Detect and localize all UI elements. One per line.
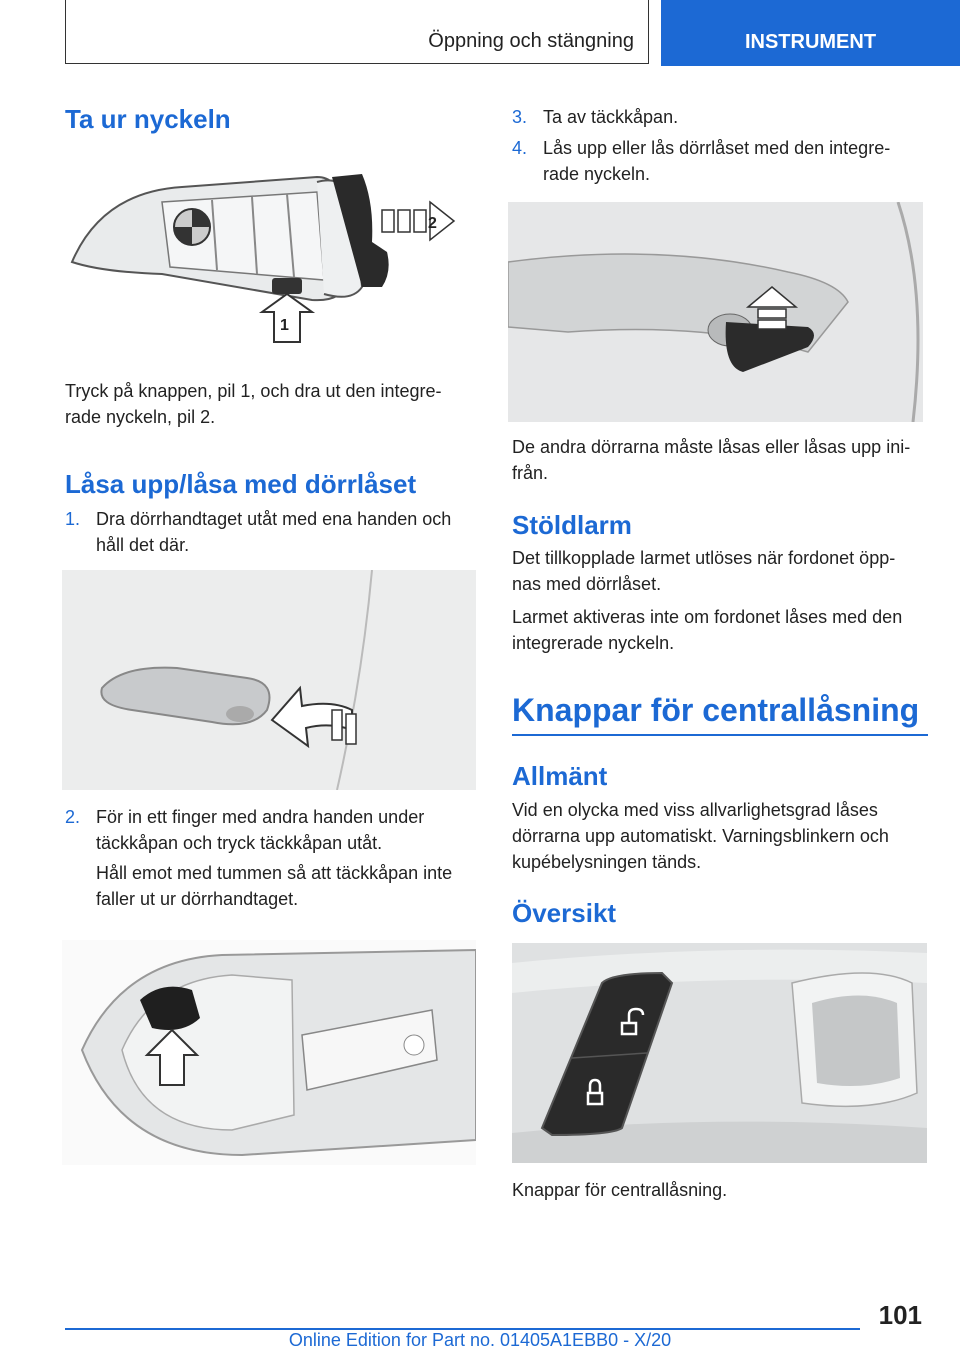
heading-remove-key: Ta ur nyckeln	[65, 104, 231, 134]
step-1-number: 1.	[65, 509, 81, 529]
alarm-text: Det tillkopplade larmet utlöses när fordonet öpp- nas med dörrlåset.	[512, 548, 896, 594]
step-2-number: 2.	[65, 807, 81, 827]
header-box	[65, 0, 649, 64]
overview-caption: Knappar för centrallåsning.	[512, 1180, 728, 1200]
step-4	[512, 135, 932, 195]
heading-general: Allmänt	[512, 761, 608, 791]
chapter-label: INSTRUMENT	[744, 31, 877, 53]
step-2-note: Håll emot med tummen så att täckkåpan inte faller ut ur dörrhandtaget.	[96, 863, 453, 909]
step-3-number: 3.	[512, 107, 528, 127]
section-title: Öppning och stängning	[428, 30, 634, 52]
step-2	[65, 804, 475, 864]
general-text: Vid en olycka med viss allvarlighetsgrad låses dörrarna upp automatiskt. Varningsblinkern och kupébelysningen tänds.	[512, 800, 889, 872]
cover-cap-illustration	[62, 940, 476, 1165]
heading-unlock-lock: Låsa upp/låsa med dörrlåset	[65, 469, 417, 499]
central-lock-buttons-illustration	[512, 943, 927, 1163]
arrow-label-2: 2	[428, 215, 437, 232]
key-illustration	[62, 162, 476, 372]
page-number: 101	[878, 1300, 922, 1330]
step-2-text: För in ett finger med andra handen under täckkåpan och tryck täckkåpan utåt.	[96, 807, 425, 853]
heading-overview: Översikt	[512, 898, 617, 928]
key-in-lock-illustration	[508, 202, 923, 422]
step-3-text: Ta av täckkåpan.	[543, 107, 679, 127]
step-4-number: 4.	[512, 138, 528, 158]
step-4-text: Lås upp eller lås dörrlåset med den integre- rade nyckeln.	[543, 138, 891, 184]
door-handle-illustration	[62, 570, 476, 790]
chapter-tab[interactable]	[661, 0, 960, 66]
key-caption: Tryck på knappen, pil 1, och dra ut den integre- rade nyckeln, pil 2.	[65, 381, 442, 427]
heading-central-locking: Knappar för centrallåsning	[512, 692, 920, 728]
heading-rule	[512, 734, 928, 736]
key-svg	[62, 162, 476, 372]
step-1-text: Dra dörrhandtaget utåt med ena handen och håll det där.	[96, 509, 452, 555]
step-1	[65, 506, 475, 566]
arrow-label-1: 1	[280, 317, 289, 334]
heading-alarm: Stöldlarm	[512, 510, 632, 540]
alarm-note: Larmet aktiveras inte om fordonet låses med den integrerade nyckeln.	[512, 607, 903, 653]
other-doors-text: De andra dörrarna måste låsas eller låsas upp ini- från.	[512, 437, 911, 483]
step-3	[512, 104, 932, 132]
footer-edition[interactable]: Online Edition for Part no. 01405A1EBB0 - X/20	[288, 1330, 672, 1350]
